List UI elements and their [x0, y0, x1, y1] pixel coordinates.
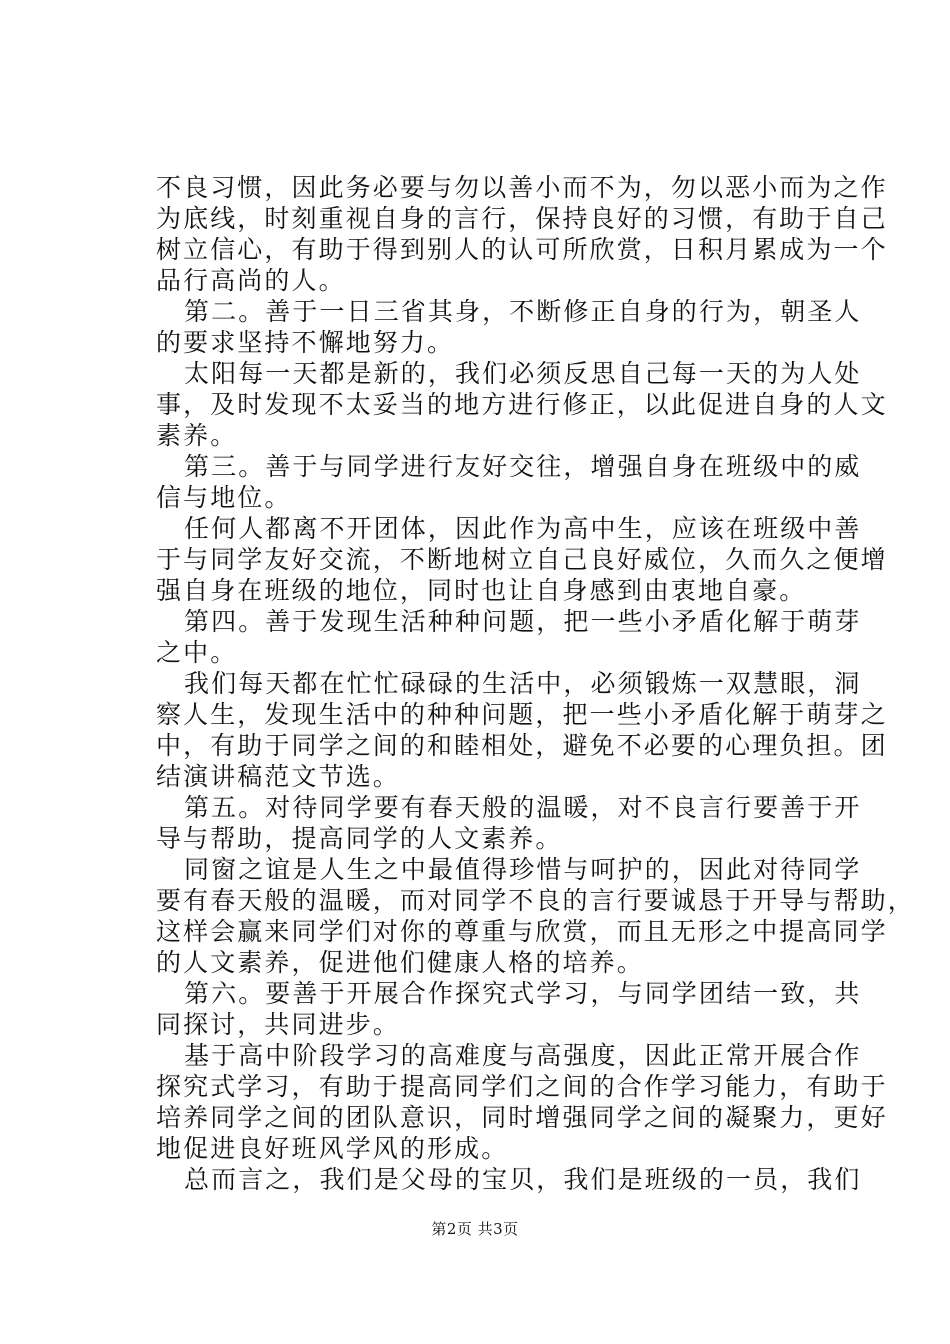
text-line: 品行高尚的人。	[156, 266, 346, 295]
page-footer	[0, 1219, 950, 1239]
text-line: 不良习惯，因此务必要与勿以善小而不为，勿以恶小而为之作	[156, 173, 888, 202]
paragraph-heading-line: 第五。对待同学要有春天般的温暖，对不良言行要善于开	[184, 793, 862, 822]
text-line: 同探讨，共同进步。	[156, 1010, 400, 1039]
page-number: 第2页	[431, 1220, 473, 1238]
text-line: 信与地位。	[156, 483, 292, 512]
text-line: 之中。	[156, 638, 238, 667]
text-line: 导与帮助，提高同学的人文素养。	[156, 824, 563, 853]
text-line: 察人生，发现生活中的种种问题，把一些小矛盾化解于萌芽之	[156, 700, 888, 729]
paragraph-start-line: 我们每天都在忙忙碌碌的生活中，必须锻炼一双慧眼，洞	[184, 669, 862, 698]
text-line: 要有春天般的温暖，而对同学不良的言行要诚恳于开导与帮助，	[156, 886, 915, 915]
document-body	[156, 172, 915, 1195]
text-line: 探究式学习，有助于提高同学们之间的合作学习能力，有助于	[156, 1072, 888, 1101]
paragraph-start-line: 同窗之谊是人生之中最值得珍惜与呵护的，因此对待同学	[184, 855, 862, 884]
text-line: 为底线，时刻重视自身的言行，保持良好的习惯，有助于自己	[156, 204, 888, 233]
text-line: 培养同学之间的团队意识，同时增强同学之间的凝聚力，更好	[156, 1103, 888, 1132]
text-line: 树立信心，有助于得到别人的认可所欣赏，日积月累成为一个	[156, 235, 888, 264]
text-line: 地促进良好班风学风的形成。	[156, 1134, 509, 1163]
paragraph-start-line: 基于高中阶段学习的高难度与高强度，因此正常开展合作	[184, 1041, 862, 1070]
page-total: 共3页	[477, 1220, 519, 1238]
paragraph-start-line: 太阳每一天都是新的，我们必须反思自己每一天的为人处	[184, 359, 862, 388]
paragraph-heading-line: 第四。善于发现生活种种问题，把一些小矛盾化解于萌芽	[184, 607, 862, 636]
paragraph-heading-line: 第六。要善于开展合作探究式学习，与同学团结一致，共	[184, 979, 862, 1008]
text-line: 中，有助于同学之间的和睦相处，避免不必要的心理负担。团	[156, 731, 888, 760]
text-line: 强自身在班级的地位，同时也让自身感到由衷地自豪。	[156, 576, 807, 605]
paragraph-start-line: 总而言之，我们是父母的宝贝，我们是班级的一员，我们	[184, 1165, 862, 1194]
text-line: 事，及时发现不太妥当的地方进行修正，以此促进自身的人文	[156, 390, 888, 419]
text-line: 的要求坚持不懈地努力。	[156, 328, 455, 357]
text-line: 素养。	[156, 421, 238, 450]
text-line: 于与同学友好交流，不断地树立自己良好威位，久而久之便增	[156, 545, 888, 574]
text-line: 结演讲稿范文节选。	[156, 762, 400, 791]
paragraph-start-line: 任何人都离不开团体，因此作为高中生，应该在班级中善	[184, 514, 862, 543]
text-line: 的人文素养，促进他们健康人格的培养。	[156, 948, 644, 977]
paragraph-heading-line: 第三。善于与同学进行友好交往，增强自身在班级中的威	[184, 452, 862, 481]
paragraph-heading-line: 第二。善于一日三省其身，不断修正自身的行为，朝圣人	[184, 297, 862, 326]
text-line: 这样会赢来同学们对你的尊重与欣赏，而且无形之中提高同学	[156, 917, 888, 946]
